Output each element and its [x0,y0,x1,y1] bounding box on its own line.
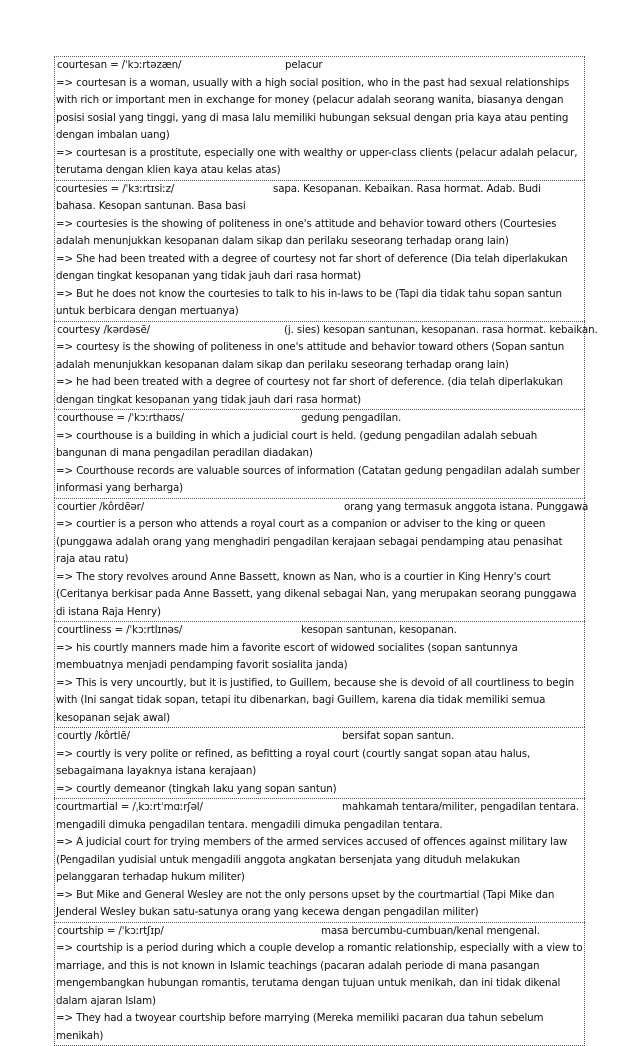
entry-heading [56,799,583,834]
entry-courtesies [54,180,585,321]
meaning: gedung pengadilan. [301,410,401,428]
example-line: => But he does not know the courtesies to talk to his in-laws to be (Tapi dia tidak tahu sopan santun untuk berbicara dengan mertuanya) [56,286,583,321]
example-line: => courtesan is a woman, usually with a high social position, who in the past had sexual relationships with rich or important men in exchange for money (pelacur adalah seorang wanita, biasanya dengan posisi sosial yang tinggi, yang di masa lalu memiliki hubungan seksual dengan pria kaya atau penting dengan imbalan uang) [56,75,583,145]
entry-courthouse [54,409,585,498]
entry-heading [56,57,583,75]
entry-heading [56,923,583,941]
term: courtesy /kərdəsē/ [57,322,150,340]
entry-courtliness [54,621,585,727]
term: courtesan = /ˈkɔːrtəzæn/ [57,57,181,75]
entry-courtier [54,498,585,622]
example-line: => She had been treated with a degree of courtesy not far short of deference (Dia telah diperlakukan dengan tingkat kesopanan yang tidak jauh dari rasa hormat) [56,251,583,286]
meaning: orang yang termasuk anggota istana. Punggawa [344,499,588,517]
term: courthouse = /ˈkɔːrthaʊs/ [57,410,184,428]
term: courtesies = /ˈkɜːrtɪsiːz/ [56,181,273,199]
entry-heading [56,499,583,517]
example-line: => courtesy is the showing of politeness in one's attitude and behavior toward others (Sopan santun adalah menunjukkan kesopanan dalam sikap dan perilaku seseorang terhadap orang lain) [56,339,583,374]
entry-courtly [54,727,585,798]
meaning: (j. sies) kesopan santunan, kesopanan. rasa hormat. kebaikan. [284,322,598,340]
meaning: bersifat sopan santun. [342,728,454,746]
example-line: => The story revolves around Anne Bassett, known as Nan, who is a courtier in King Henry's court (Ceritanya berkisar pada Anne Bassett, yang dikenal sebagai Nan, yang merupakan seorang punggawa di istana Raja Henry) [56,569,583,622]
example-line: => courtesan is a prostitute, especially one with wealthy or upper-class clients (pelacur adalah pelacur, terutama dengan klien kaya atau kelas atas) [56,145,583,180]
glossary-document [54,56,585,1046]
example-line: => courtly is very polite or refined, as befitting a royal court (courtly sangat sopan atau halus, sebagaimana layaknya istana kerajaan) [56,746,583,781]
example-line: => courtier is a person who attends a royal court as a companion or adviser to the king or queen (punggawa adalah orang yang menghadiri pengadilan kerajaan sebagai pendamping atau penasihat raja atau ratu) [56,516,583,569]
term: courtship = /ˈkɔːrtʃɪp/ [57,923,164,941]
entry-courtesy [54,321,585,410]
example-line: => courtesies is the showing of politeness in one's attitude and behavior toward others (Courtesies adalah menunjukkan kesopanan dalam sikap dan perilaku seseorang terhadap orang lain) [56,216,583,251]
entry-heading [56,181,583,216]
example-line: => This is very uncourtly, but it is justified, to Guillem, because she is devoid of all courtliness to begin with (Ini sangat tidak sopan, tetapi itu dibenarkan, bagi Guillem, karena dia tidak memiliki semua kesopanan sejak awal) [56,675,583,728]
entry-heading [56,728,583,746]
example-line: => he had been treated with a degree of courtesy not far short of deference. (dia telah diperlakukan dengan tingkat kesopanan yang tidak jauh dari rasa hormat) [56,374,583,409]
example-line: => courtship is a period during which a couple develop a romantic relationship, especially with a view to marriage, and this is not known in Islamic teachings (pacaran adalah periode di mana pasangan mengembangkan hubungan romantis, terutama dengan tujuan untuk menikah, dan ini tidak dikenal dalam ajaran Islam) [56,940,583,1010]
example-line: => Courthouse records are valuable sources of information (Catatan gedung pengadilan adalah sumber informasi yang berharga) [56,463,583,498]
meaning: kesopan santunan, kesopanan. [301,622,457,640]
term: courtmartial = /ˌkɔːrtˈmɑːrʃəl/ [56,799,342,817]
meaning: pelacur [285,57,322,75]
entry-courtesan [54,56,585,180]
example-line: => A judicial court for trying members of the armed services accused of offences against military law (Pengadilan yudisial untuk mengadili anggota angkatan bersenjata yang dituduh melakukan pelanggaran terhadap hukum militer) [56,834,583,887]
example-line: => But Mike and General Wesley are not the only persons upset by the courtmartial (Tapi Mike dan Jenderal Wesley bukan satu-satunya orang yang kecewa dengan pengadilan militer) [56,887,583,922]
entry-heading [56,622,583,640]
term: courtly /kôrtlē/ [57,728,130,746]
meaning: masa bercumbu-cumbuan/kenal mengenal. [321,923,540,941]
term: courtliness = /ˈkɔːrtlɪnəs/ [57,622,182,640]
meaning: sapa. Kesopanan. Kebaikan. Rasa hormat. Adab. Budi bahasa. Kesopan santunan. Basa basi [56,183,541,213]
example-line: => courthouse is a building in which a judicial court is held. (gedung pengadilan adalah sebuah bangunan di mana pengadilan peradilan diadakan) [56,428,583,463]
entry-heading [56,322,583,340]
entry-heading [56,410,583,428]
example-line: => his courtly manners made him a favorite escort of widowed socialites (sopan santunnya membuatnya menjadi pendamping favorit sosialita janda) [56,640,583,675]
term: courtier /kôrdēər/ [57,499,144,517]
example-line: => They had a twoyear courtship before marrying (Mereka memiliki pacaran dua tahun sebelum menikah) [56,1010,583,1045]
entry-courtship [54,922,585,1046]
example-line: => courtly demeanor (tingkah laku yang sopan santun) [56,781,583,799]
meaning: mahkamah tentara/militer, pengadilan tentara. mengadili dimuka pengadilan tentara. mengadili dimuka pengadilan tentara. [56,801,579,831]
